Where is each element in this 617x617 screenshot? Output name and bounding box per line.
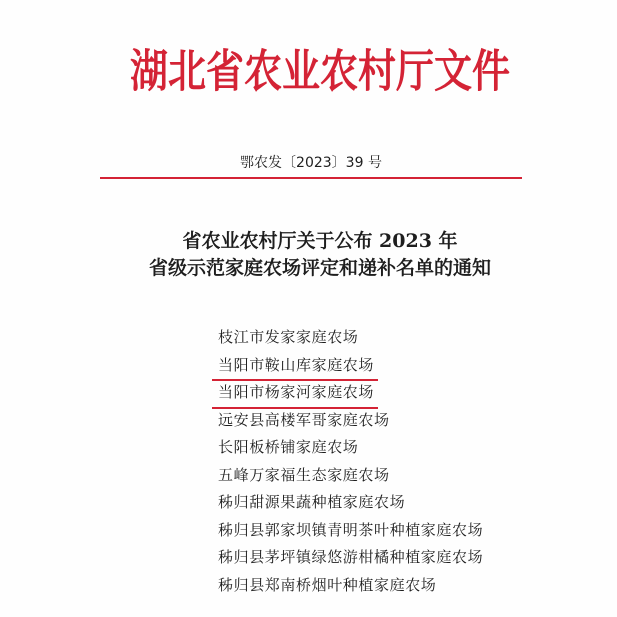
header-divider xyxy=(100,177,522,179)
farm-list xyxy=(218,323,608,598)
list-item xyxy=(218,406,608,434)
farm-name: 当阳市杨家河家庭农场 xyxy=(218,379,374,407)
list-item xyxy=(218,378,608,406)
list-item xyxy=(218,516,608,544)
list-item xyxy=(218,461,608,489)
farm-name: 当阳市鞍山库家庭农场 xyxy=(218,352,374,380)
list-item xyxy=(218,433,608,461)
document-header-title: 湖北省农业农村厅文件 xyxy=(129,44,510,98)
notice-title-line-1: 省农业农村厅关于公布 2023 年 xyxy=(182,230,458,252)
farm-name: 五峰万家福生态家庭农场 xyxy=(218,465,390,484)
notice-title-line-2: 省级示范家庭农场评定和递补名单的通知 xyxy=(148,257,491,279)
farm-name: 枝江市发家家庭农场 xyxy=(218,328,359,346)
list-item xyxy=(218,323,608,351)
document-number: 鄂农发〔2023〕39 号 xyxy=(240,155,382,171)
list-item xyxy=(218,488,608,516)
farm-name: 远安县高楼军哥家庭农场 xyxy=(218,410,390,429)
farm-name: 长阳板桥铺家庭农场 xyxy=(218,438,359,456)
list-item xyxy=(218,543,608,571)
list-item xyxy=(218,571,608,599)
farm-name: 秭归县郭家坝镇青明茶叶种植家庭农场 xyxy=(218,520,484,539)
farm-name: 秭归县郑南桥烟叶种植家庭农场 xyxy=(218,575,437,594)
farm-name: 秭归县茅坪镇绿悠游柑橘种植家庭农场 xyxy=(218,548,484,566)
farm-name: 秭归甜源果蔬种植家庭农场 xyxy=(218,493,406,511)
list-item xyxy=(218,351,608,379)
